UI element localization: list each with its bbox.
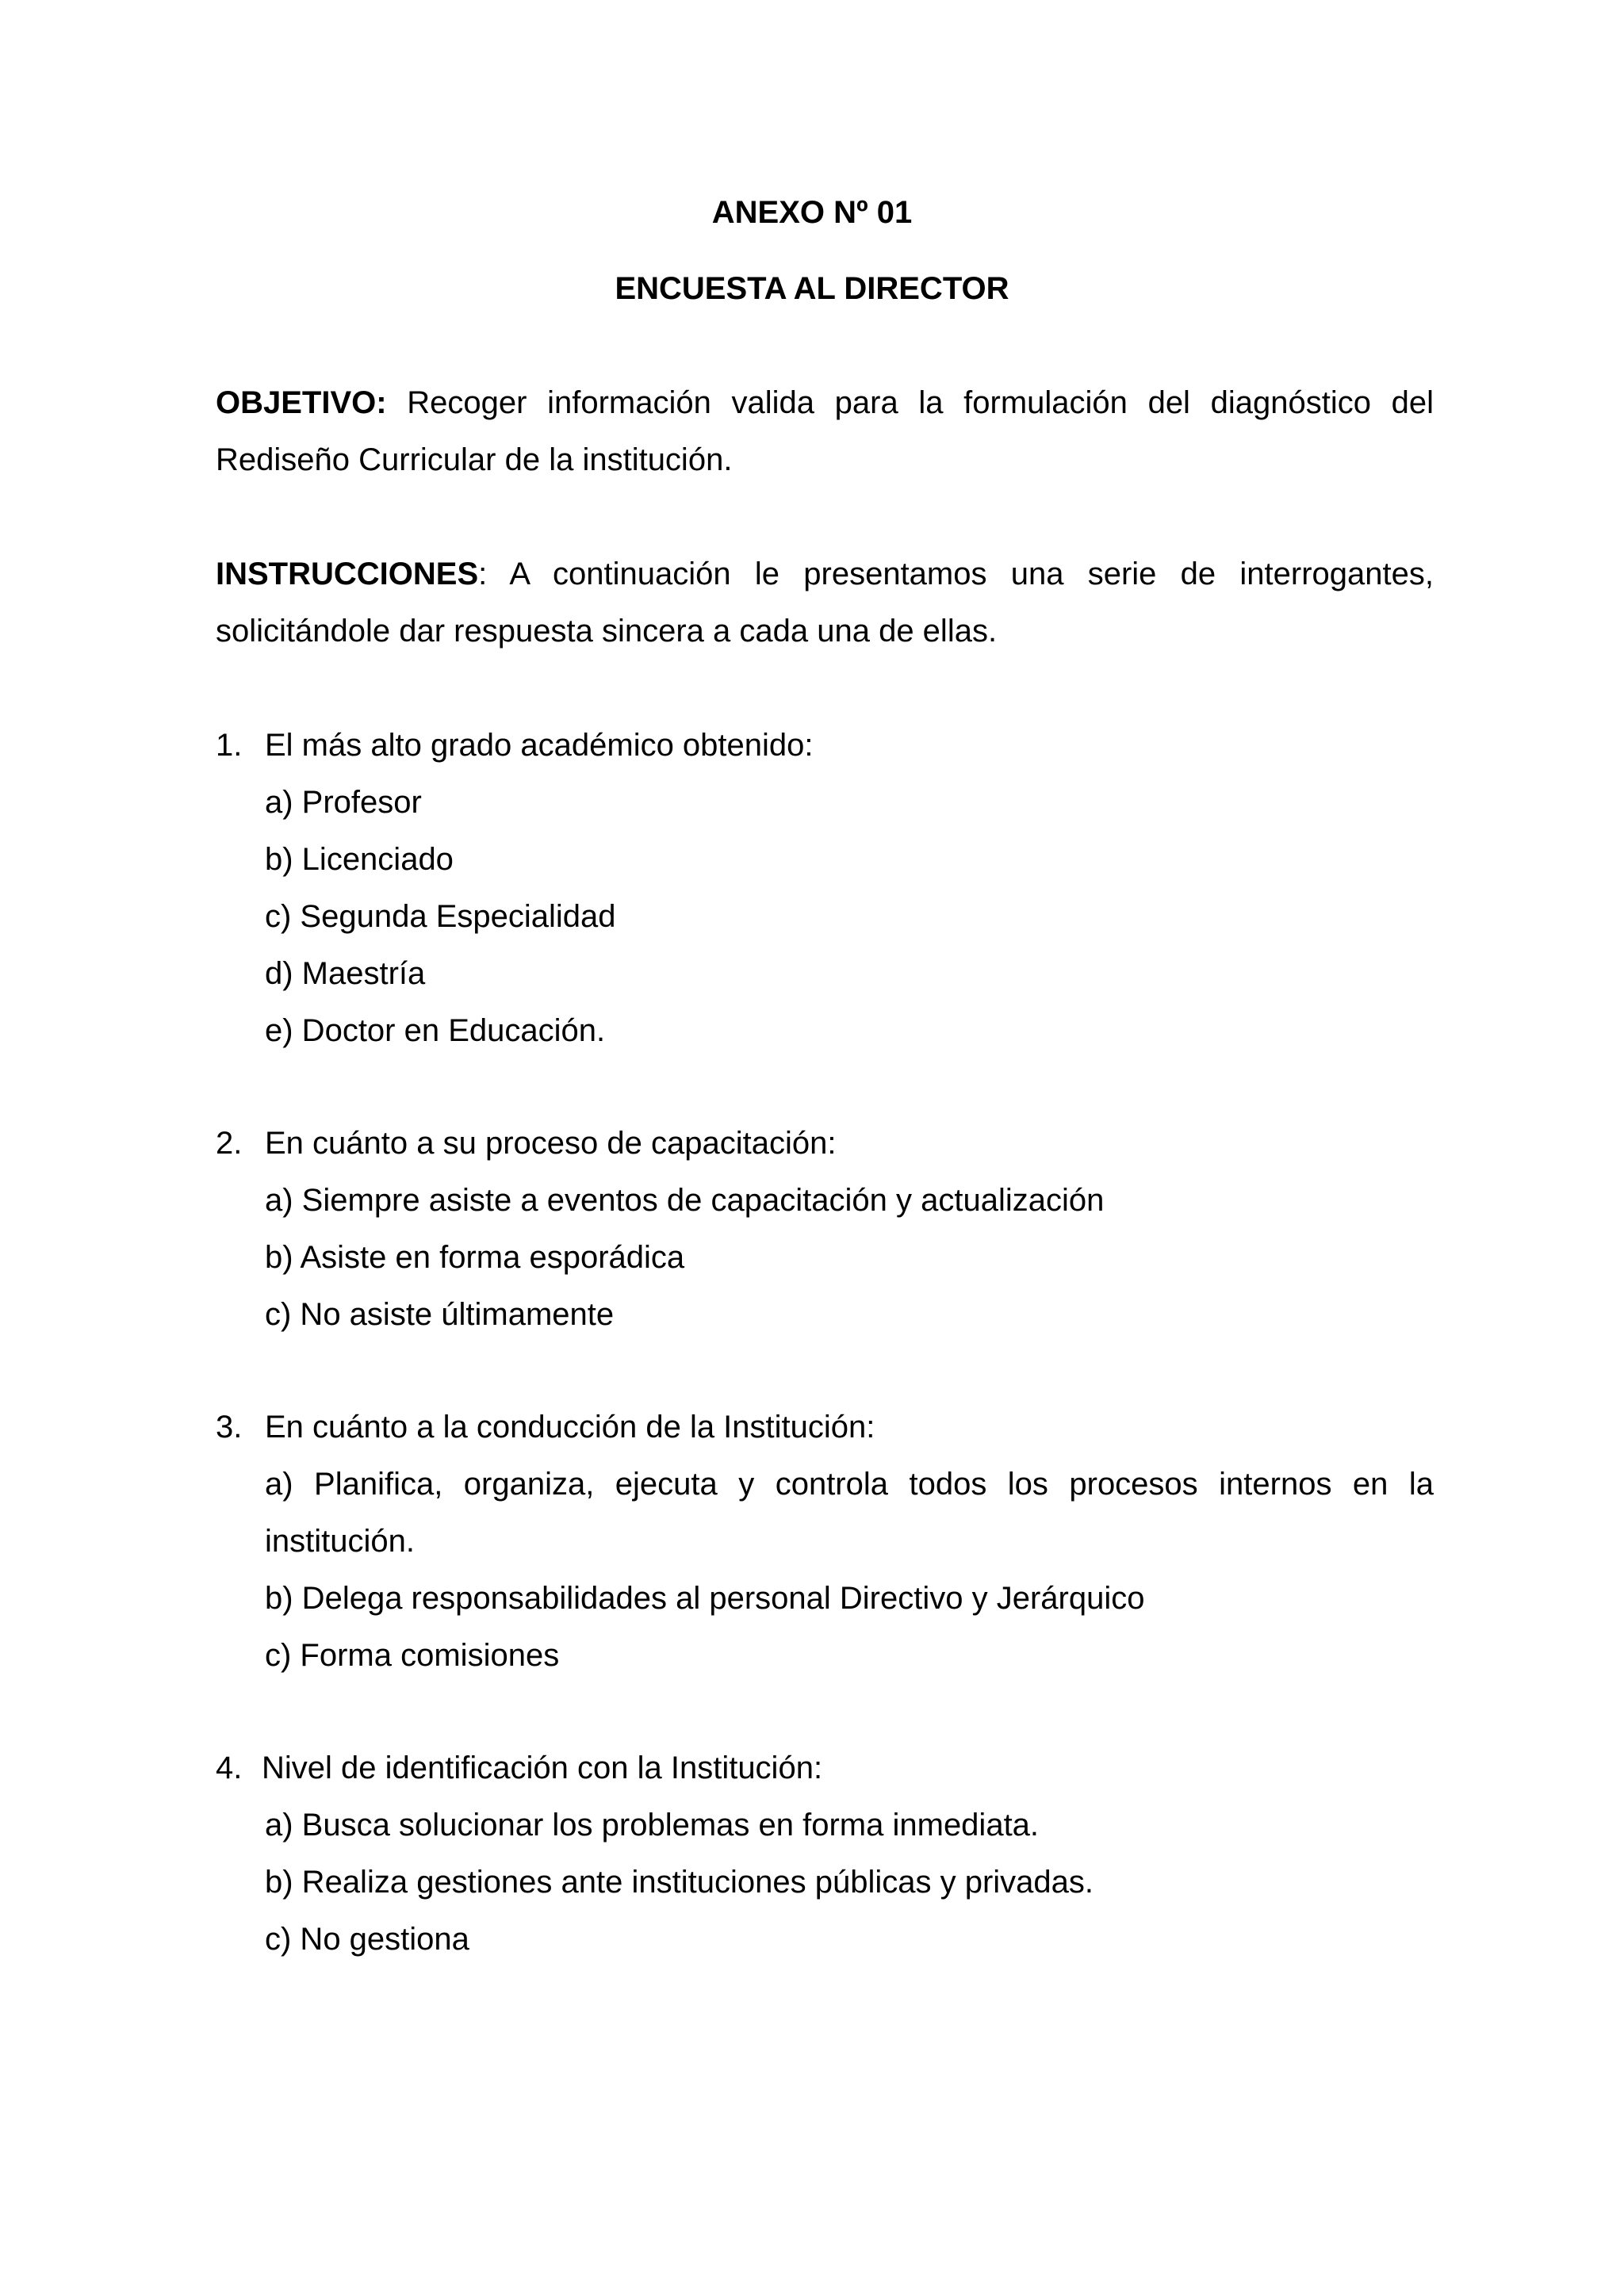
question-text: En cuánto a la conducción de la Institución: [265,1410,875,1445]
option-item-continuation: institución. [265,1524,415,1559]
objective-text-1: Recoger información valida para la formulación del diagnóstico del [407,385,1434,420]
option-item: a) Profesor [265,785,422,820]
option-item: b) Realiza gestiones ante instituciones públicas y privadas. [265,1865,1094,1900]
instructions-text-1: A continuación le presentamos una serie de interrogantes, [509,557,1434,591]
option-item: e) Doctor en Educación. [265,1013,606,1048]
option-item: a) Planifica, organiza, ejecuta y controla todos los procesos internos en la [265,1467,1434,1502]
option-item: c) No asiste últimamente [265,1297,615,1332]
question-number: 2. [216,1126,243,1161]
option-item: a) Busca solucionar los problemas en forma inmediata. [265,1808,1040,1843]
instructions-line-1 [216,555,1434,593]
option-item: a) Siempre asiste a eventos de capacitación y actualización [265,1183,1105,1218]
question-text: Nivel de identificación con la Institución: [262,1751,823,1785]
question-number: 4. [216,1751,243,1785]
question-number: 1. [216,728,243,763]
instructions-label: INSTRUCCIONES [216,557,479,591]
question-text: El más alto grado académico obtenido: [265,728,814,763]
objective-line-2: Rediseño Curricular de la institución. [216,442,733,477]
question-text: En cuánto a su proceso de capacitación: [265,1126,837,1161]
instructions-colon: : [478,557,488,591]
option-item: b) Licenciado [265,842,454,877]
objective-label: OBJETIVO: [216,385,387,420]
survey-title: ENCUESTA AL DIRECTOR [615,271,1009,306]
instructions-line-2: solicitándole dar respuesta sincera a cada una de ellas. [216,614,998,649]
option-item: c) Segunda Especialidad [265,899,616,934]
option-item: b) Asiste en forma esporádica [265,1240,685,1275]
option-item: c) No gestiona [265,1922,469,1957]
option-item: b) Delega responsabilidades al personal Directivo y Jerárquico [265,1581,1145,1616]
objective-line-1 [216,384,1434,422]
annex-number: ANEXO Nº 01 [711,195,913,230]
question-number: 3. [216,1410,243,1445]
option-item: d) Maestría [265,956,426,991]
option-item: c) Forma comisiones [265,1638,560,1673]
